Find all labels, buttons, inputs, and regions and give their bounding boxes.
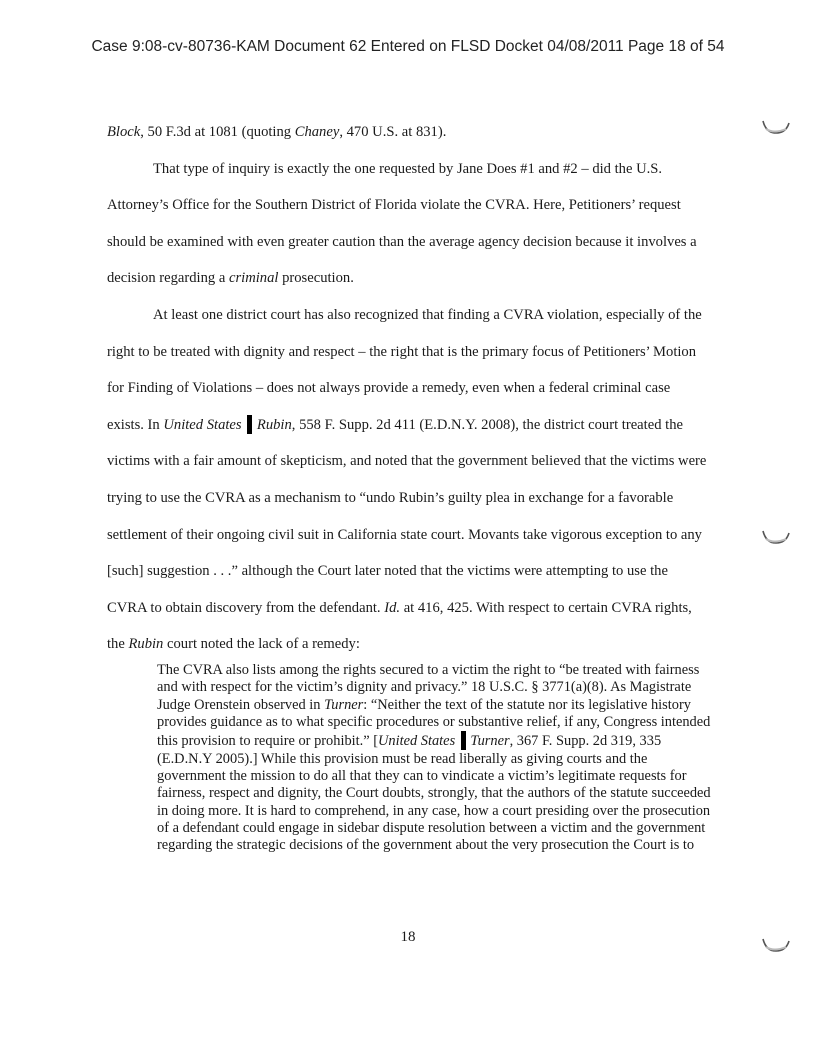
redaction-mark xyxy=(247,415,252,434)
paragraph-citation: Block, 50 F.3d at 1081 (quoting Chaney, 470 U.S. at 831). xyxy=(107,124,447,140)
block-quote: The CVRA also lists among the rights secured to a victim the right to “be treated with fairness and with respect for the victim’s dignity and privacy.” 18 U.S.C. § 3771(a)(8). As Magistrate Judge Orenstein observed in Turner: “Neither the text of the statute nor its legislative history provides guidance as to what specific procedures or substantive relief, if any, Congress intended this provision to require or prohibit.” [United States Turner, 367 F. Supp. 2d 319, 335 (E.D.N.Y 2005).] While this provision must be read liberally as giving courts and the government the mission to do all that they can to vindicate a victim’s legitimate requests for fairness, respect and dignity, the Court doubts, strongly, that the authors of the statute succeeded in doing more. It is hard to comprehend, in any case, how a court presiding over the prosecution of a defendant could engage in sidebar dispute resolution between a victim and the government regarding the strategic decisions of the government about the very prosecution the Court is to xyxy=(157,662,711,854)
punch-hole-mark xyxy=(762,530,790,544)
punch-hole-mark xyxy=(762,120,790,134)
paragraph-district-court: At least one district court has also recognized that finding a CVRA violation, especially of the right to be treated with dignity and respect – the right that is the primary focus of Petitioners’ Motion for Finding of Violations – does not always provide a remedy, even when a federal criminal case exists. In United States Rubin, 558 F. Supp. 2d 411 (E.D.N.Y. 2008), the district court treated the victims with a fair amount of skepticism, and noted that the government believed that the victims were trying to use the CVRA as a mechanism to “undo Rubin’s guilty plea in exchange for a favorable settlement of their ongoing civil suit in California state court. Movants take vigorous exception to any [such] suggestion . . .” although the Court later noted that the victims were attempting to use the CVRA to obtain discovery from the defendant. Id. at 416, 425. With respect to certain CVRA rights, the Rubin court noted the lack of a remedy: xyxy=(107,306,707,653)
body-text xyxy=(107,114,707,663)
docket-header: Case 9:08-cv-80736-KAM Document 62 Entered on FLSD Docket 04/08/2011 Page 18 of 54 xyxy=(91,38,725,55)
page-number: 18 xyxy=(400,929,416,945)
redaction-mark xyxy=(461,731,466,750)
punch-hole-mark xyxy=(762,938,790,952)
paragraph-inquiry: That type of inquiry is exactly the one requested by Jane Does #1 and #2 – did the U.S. Attorney’s Office for the Southern District of Florida violate the CVRA. Here, Petitioners’ request should be examined with even greater caution than the average agency decision because it involves a decision regarding a criminal prosecution. xyxy=(107,160,697,287)
